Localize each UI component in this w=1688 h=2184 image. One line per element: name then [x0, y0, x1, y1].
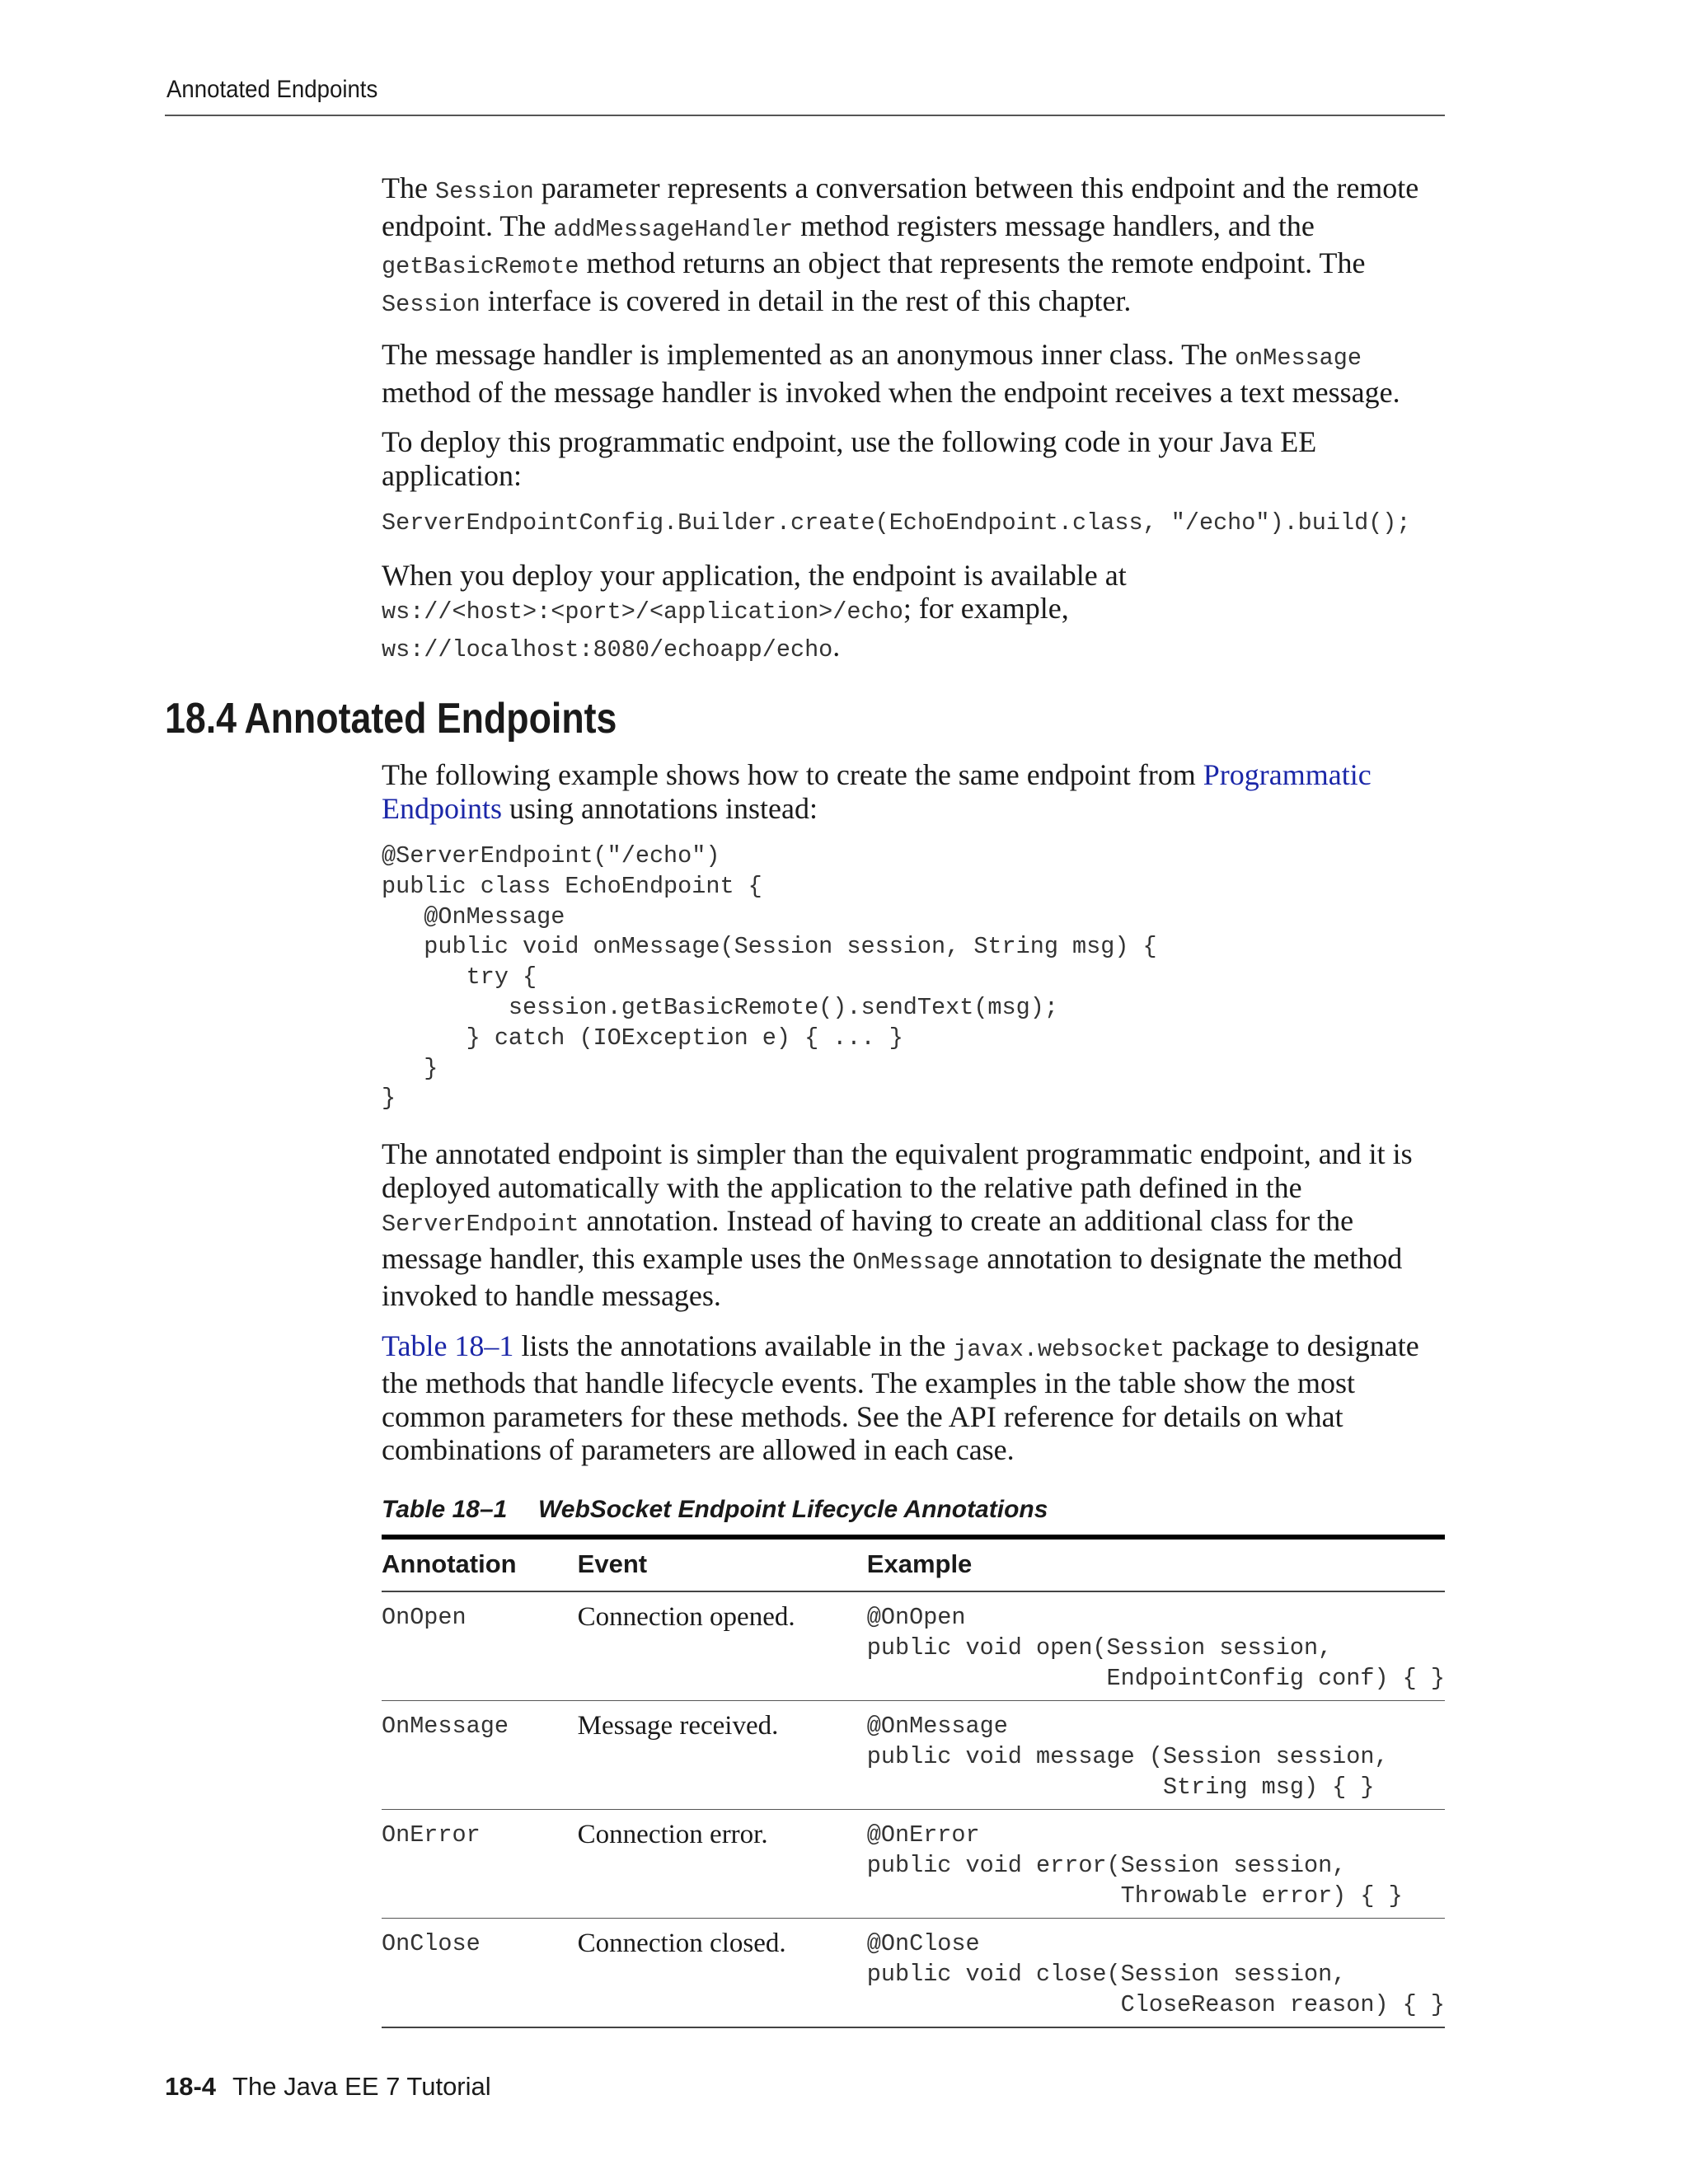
annotation-cell: OnClose	[382, 1919, 578, 2028]
text-run: method returns an object that represents the remote endpoint. The	[579, 246, 1366, 279]
text-run: The message handler is implemented as an anonymous inner class. The	[382, 338, 1236, 371]
section-title: Annotated Endpoints	[244, 695, 617, 743]
text-run: The annotated endpoint is simpler than the equivalent programmatic endpoint, and it is deployed automatically with the application to the relative path defined in the	[382, 1137, 1413, 1204]
text-run: .	[832, 629, 841, 663]
running-header: Annotated Endpoints	[166, 76, 378, 103]
table-row	[382, 1701, 1445, 1810]
code-add-message-handler: addMessageHandler	[553, 215, 794, 243]
programmatic-endpoints-link[interactable]: Programmatic Endpoints	[382, 758, 1372, 825]
event-cell: Message received.	[578, 1701, 867, 1810]
column-header-example: Example	[867, 1537, 1445, 1591]
example-code: @OnClose public void close(Session session, CloseReason reason) { }	[866, 1930, 1445, 2018]
table-caption	[382, 1495, 1048, 1525]
intro-paragraph-session	[382, 171, 1445, 321]
text-run: lists the annotations available in the	[513, 1329, 954, 1362]
section-body	[382, 758, 1445, 1483]
column-header-event: Event	[578, 1537, 867, 1591]
table-row	[382, 1810, 1445, 1919]
annotation-cell: OnError	[382, 1810, 578, 1919]
text-run: When you deploy your application, the endpoint is available at	[382, 558, 1127, 592]
lifecycle-annotations-table	[382, 1535, 1445, 2028]
example-code: @OnError public void error(Session session, Throwable error) { }	[866, 1821, 1403, 1910]
table-header-row	[382, 1537, 1445, 1591]
text-run: The	[382, 171, 435, 204]
event-cell: Connection opened.	[577, 1602, 795, 1632]
event-cell: Connection error.	[578, 1810, 867, 1919]
column-header-annotation: Annotation	[382, 1537, 578, 1591]
page-number: 18-4	[165, 2072, 217, 2101]
code-server-endpoint: ServerEndpoint	[382, 1211, 579, 1239]
text-run: The following example shows how to create the same endpoint from	[382, 758, 1203, 791]
table-18-1-link[interactable]: Table 18–1	[382, 1329, 514, 1362]
deploy-code-line: ServerEndpointConfig.Builder.create(EchoEndpoint.class, "/echo").build();	[382, 509, 1411, 537]
text-run: annotation to designate the method invoked to handle messages.	[382, 1241, 1403, 1313]
text-run: using annotations instead:	[502, 791, 818, 825]
book-title: The Java EE 7 Tutorial	[232, 2072, 491, 2101]
code-on-message: OnMessage	[852, 1248, 980, 1276]
code-ws-url-template: ws://<host>:<port>/<application>/echo	[382, 598, 903, 626]
code-on-message: onMessage	[1235, 344, 1362, 372]
code-ws-url-example: ws://localhost:8080/echoapp/echo	[382, 635, 833, 663]
annotation-cell: OnMessage	[382, 1701, 578, 1810]
intro-block	[382, 171, 1445, 683]
code-javax-websocket: javax.websocket	[953, 1335, 1165, 1363]
text-run: ; for example,	[903, 592, 1069, 626]
text-run: parameter represents a conversation between this endpoint and the remote endpoint. The	[382, 171, 1419, 242]
intro-paragraph-endpoint-url	[382, 559, 1445, 668]
code-get-basic-remote: getBasicRemote	[382, 253, 579, 280]
text-run: interface is covered in detail in the rest of this chapter.	[480, 284, 1132, 317]
text-run: package to designate the methods that handle lifecycle events. The examples in the table show the most common parameters for these methods. See the API reference for details on what combinations of parameters are allowed in each case.	[382, 1329, 1419, 1467]
text-run: method registers message handlers, and the	[793, 209, 1315, 242]
table-caption-number: Table 18–1	[382, 1496, 508, 1523]
annotated-code-example: @ServerEndpoint("/echo") public class EchoEndpoint { @OnMessage public void onMessage(Session session, String msg) { try { session.getBasicRemote().sendText(msg); } catch (IOException e) { ... } } }	[382, 842, 1157, 1113]
table-caption-title: WebSocket Endpoint Lifecycle Annotations	[538, 1496, 1048, 1523]
example-cell	[867, 1919, 1445, 2028]
header-rule	[165, 115, 1445, 116]
example-cell	[867, 1810, 1445, 1919]
page-footer	[165, 2072, 491, 2102]
intro-paragraph-deploy: To deploy this programmatic endpoint, use the following code in your Java EE application:	[382, 425, 1317, 492]
example-cell	[867, 1591, 1445, 1701]
example-code: @OnMessage public void message (Session session, String msg) { }	[866, 1713, 1389, 1801]
example-code: @OnOpen public void open(Session session, EndpointConfig conf) { }	[866, 1604, 1445, 1692]
code-session: Session	[382, 290, 481, 318]
code-session: Session	[434, 178, 534, 205]
table-reference-paragraph	[382, 1329, 1445, 1467]
text-run: annotation. Instead of having to create an additional class for the message handler, this example uses the	[382, 1204, 1354, 1275]
event-cell: Connection closed.	[578, 1919, 867, 2028]
example-cell	[867, 1701, 1445, 1810]
section-number: 18.4	[165, 695, 237, 743]
section-intro-paragraph	[382, 758, 1445, 825]
annotated-explanation-paragraph	[382, 1137, 1445, 1313]
table-row	[382, 1591, 1445, 1701]
table-row	[382, 1919, 1445, 2028]
section-heading	[165, 694, 617, 743]
intro-paragraph-handler	[382, 338, 1445, 409]
text-run: method of the message handler is invoked when the endpoint receives a text message.	[382, 375, 1400, 409]
annotation-cell: OnOpen	[382, 1604, 467, 1631]
